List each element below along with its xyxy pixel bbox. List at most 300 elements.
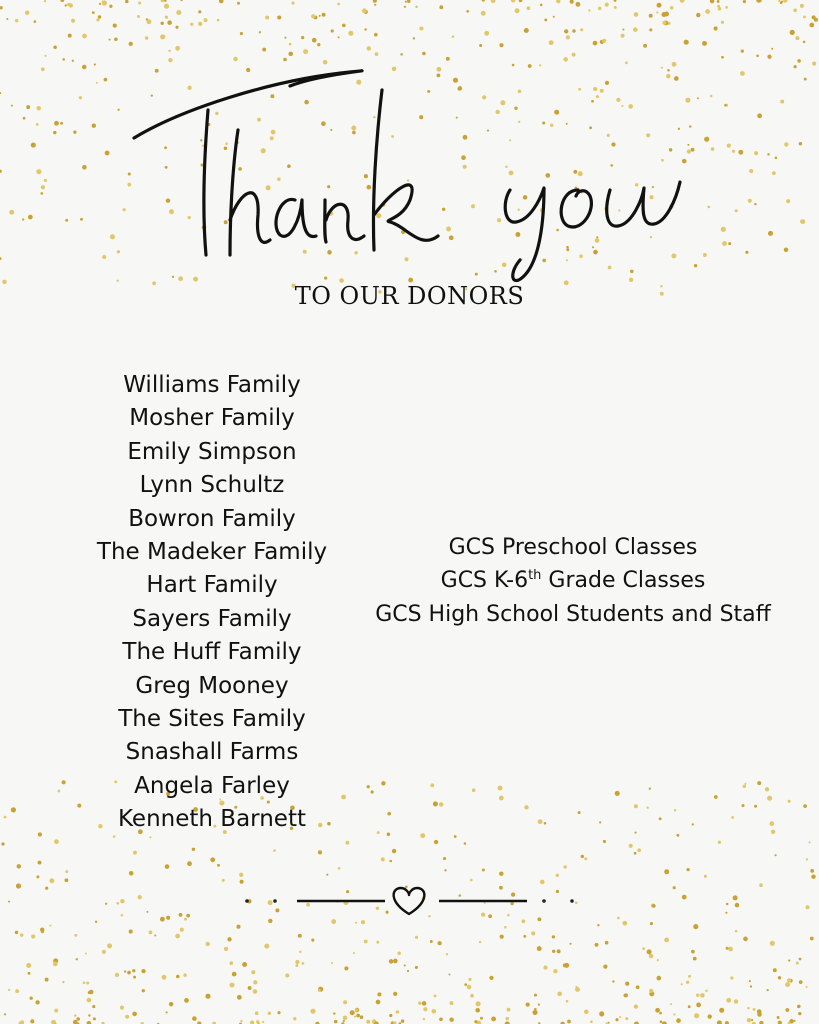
- confetti-dot: [785, 982, 790, 987]
- confetti-dot: [676, 834, 679, 837]
- confetti-dot: [381, 857, 385, 861]
- confetti-dot: [353, 952, 355, 954]
- confetti-dot: [20, 933, 23, 936]
- confetti-dot: [468, 978, 471, 981]
- group-k6: [348, 564, 798, 597]
- list-item: The Sites Family: [118, 706, 306, 733]
- confetti-dot: [11, 807, 16, 812]
- confetti-dot: [480, 1017, 483, 1020]
- confetti-dot: [179, 913, 183, 917]
- confetti-dot: [138, 895, 142, 899]
- confetti-dot: [36, 123, 39, 126]
- confetti-dot: [53, 46, 57, 50]
- confetti-dot: [498, 786, 503, 791]
- confetti-dot: [251, 970, 255, 974]
- confetti-dot: [367, 785, 370, 788]
- confetti-dot: [38, 861, 42, 865]
- confetti-dot: [812, 62, 816, 66]
- confetti-dot: [799, 958, 802, 961]
- confetti-dot: [175, 26, 178, 29]
- confetti-dot: [634, 804, 638, 808]
- confetti-dot: [649, 14, 653, 18]
- confetti-dot: [590, 1020, 593, 1023]
- confetti-dot: [649, 28, 652, 31]
- confetti-dot: [393, 992, 397, 996]
- confetti-dot: [647, 949, 652, 954]
- confetti-dot: [350, 1010, 355, 1015]
- confetti-dot: [404, 6, 406, 8]
- confetti-dot: [767, 989, 769, 991]
- confetti-dot: [301, 36, 304, 39]
- confetti-dot: [681, 983, 683, 985]
- confetti-dot: [141, 969, 145, 973]
- confetti-dot: [803, 41, 806, 44]
- confetti-dot: [688, 975, 691, 978]
- confetti-dot: [809, 841, 811, 843]
- confetti-dot: [564, 29, 568, 33]
- confetti-dot: [160, 22, 163, 25]
- confetti-dot: [741, 50, 744, 53]
- confetti-dot: [563, 963, 567, 967]
- confetti-dot: [705, 989, 708, 992]
- confetti-dot: [634, 852, 637, 855]
- confetti-dot: [34, 20, 37, 23]
- confetti-dot: [0, 170, 2, 173]
- confetti-dot: [430, 783, 434, 787]
- confetti-dot: [338, 36, 340, 38]
- confetti-dot: [285, 973, 289, 977]
- confetti-dot: [289, 43, 292, 46]
- confetti-dot: [31, 934, 35, 938]
- group-highschool: GCS High School Students and Staff: [375, 601, 771, 627]
- confetti-dot: [51, 1020, 56, 1024]
- confetti-dot: [23, 117, 26, 120]
- confetti-dot: [466, 10, 469, 13]
- donor-list: [62, 369, 362, 837]
- confetti-dot: [317, 43, 320, 46]
- group-k6-superscript: th: [528, 568, 542, 584]
- confetti-dot: [464, 983, 467, 986]
- confetti-dot: [71, 19, 75, 23]
- confetti-dot: [747, 1007, 750, 1010]
- confetti-dot: [793, 65, 796, 68]
- confetti-dot: [636, 985, 640, 989]
- confetti-dot: [519, 0, 523, 2]
- confetti-dot: [443, 857, 446, 860]
- confetti-dot: [181, 0, 183, 1]
- confetti-dot: [184, 998, 189, 1003]
- confetti-dot: [45, 978, 49, 982]
- confetti-dot: [531, 931, 535, 935]
- confetti-dot: [726, 947, 729, 950]
- confetti-dot: [756, 54, 759, 57]
- confetti-dot: [68, 34, 72, 38]
- confetti-dot: [686, 981, 689, 984]
- confetti-dot: [721, 56, 724, 59]
- confetti-dot: [768, 231, 773, 236]
- thank-you-script-title: [120, 50, 720, 290]
- confetti-dot: [575, 2, 580, 7]
- school-group-list: [348, 531, 798, 631]
- confetti-dot: [798, 1012, 801, 1015]
- confetti-dot: [556, 0, 560, 3]
- list-item: Lynn Schultz: [139, 472, 285, 499]
- confetti-dot: [167, 20, 172, 25]
- confetti-dot: [121, 914, 124, 917]
- confetti-dot: [36, 169, 41, 174]
- confetti-dot: [467, 985, 472, 990]
- confetti-dot: [797, 59, 801, 63]
- confetti-dot: [489, 976, 493, 980]
- confetti-dot: [464, 842, 467, 845]
- confetti-dot: [448, 973, 450, 975]
- confetti-dot: [17, 864, 21, 868]
- confetti-dot: [584, 1010, 589, 1015]
- confetti-dot: [22, 218, 24, 220]
- confetti-dot: [704, 875, 707, 878]
- confetti-dot: [92, 1005, 95, 1008]
- confetti-dot: [26, 963, 31, 968]
- confetti-dot: [572, 29, 575, 32]
- confetti-dot: [757, 113, 762, 118]
- confetti-dot: [423, 1007, 427, 1011]
- confetti-dot: [183, 973, 187, 977]
- confetti-dot: [333, 1012, 335, 1014]
- confetti-dot: [387, 833, 391, 837]
- confetti-dot: [74, 1014, 77, 1017]
- confetti-dot: [803, 15, 806, 18]
- confetti-dot: [310, 1009, 315, 1014]
- confetti-dot: [726, 903, 728, 905]
- confetti-dot: [643, 44, 647, 48]
- confetti-dot: [109, 39, 111, 41]
- confetti-dot: [83, 981, 86, 984]
- confetti-dot: [65, 219, 68, 222]
- confetti-dot: [0, 92, 1, 94]
- confetti-dot: [125, 1015, 129, 1019]
- confetti-dot: [718, 841, 721, 844]
- confetti-dot: [138, 2, 141, 5]
- confetti-dot: [58, 790, 61, 793]
- confetti-dot: [0, 257, 1, 260]
- confetti-dot: [253, 980, 257, 984]
- confetti-dot: [89, 990, 94, 995]
- confetti-dot: [30, 1019, 34, 1023]
- confetti-dot: [396, 1010, 400, 1014]
- confetti-dot: [481, 11, 486, 16]
- confetti-dot: [264, 944, 269, 949]
- confetti-dot: [415, 5, 418, 8]
- confetti-dot: [686, 868, 689, 871]
- confetti-dot: [54, 839, 59, 844]
- confetti-dot: [799, 980, 803, 984]
- list-item: Kenneth Barnett: [118, 806, 306, 833]
- confetti-dot: [733, 895, 738, 900]
- confetti-dot: [65, 870, 68, 873]
- confetti-dot: [499, 796, 504, 801]
- confetti-dot: [160, 917, 165, 922]
- confetti-dot: [537, 946, 542, 951]
- confetti-dot: [506, 1017, 510, 1021]
- confetti-dot: [198, 22, 202, 26]
- confetti-dot: [780, 100, 784, 104]
- confetti-dot: [45, 887, 48, 890]
- confetti-dot: [107, 943, 112, 948]
- confetti-dot: [538, 819, 543, 824]
- confetti-dot: [120, 899, 124, 903]
- confetti-dot: [129, 42, 133, 46]
- confetti-dot: [74, 934, 77, 937]
- confetti-dot: [237, 995, 242, 1000]
- confetti-dot: [230, 983, 235, 988]
- confetti-dot: [413, 37, 415, 39]
- confetti-dot: [475, 1008, 480, 1013]
- confetti-dot: [53, 962, 58, 967]
- confetti-dot: [625, 982, 629, 986]
- confetti-dot: [105, 151, 110, 156]
- confetti-dot: [806, 858, 808, 860]
- confetti-dot: [642, 947, 645, 950]
- confetti-dot: [693, 957, 697, 961]
- confetti-dot: [389, 1014, 392, 1017]
- confetti-dot: [580, 28, 583, 31]
- confetti-dot: [9, 210, 14, 215]
- confetti-dot: [184, 918, 187, 921]
- confetti-dot: [87, 998, 92, 1003]
- confetti-dot: [780, 1, 783, 4]
- confetti-dot: [738, 150, 743, 155]
- confetti-dot: [124, 970, 126, 972]
- confetti-dot: [696, 13, 700, 17]
- confetti-dot: [553, 16, 555, 18]
- confetti-dot: [76, 958, 78, 960]
- confetti-dot: [248, 986, 252, 990]
- confetti-dot: [773, 968, 777, 972]
- confetti-dot: [439, 802, 443, 806]
- confetti-dot: [578, 811, 581, 814]
- confetti-dot: [348, 31, 353, 36]
- confetti-dot: [113, 24, 117, 28]
- confetti-dot: [28, 972, 31, 975]
- confetti-dot: [102, 255, 106, 259]
- confetti-dot: [302, 962, 305, 965]
- confetti-dot: [389, 860, 392, 863]
- confetti-dot: [741, 804, 744, 807]
- confetti-dot: [759, 883, 763, 887]
- confetti-dot: [204, 18, 208, 22]
- confetti-dot: [470, 994, 474, 998]
- confetti-dot: [649, 954, 653, 958]
- confetti-dot: [343, 1000, 347, 1004]
- confetti-dot: [326, 874, 328, 876]
- confetti-dot: [293, 1017, 296, 1020]
- confetti-dot: [602, 39, 606, 43]
- confetti-dot: [482, 869, 485, 872]
- confetti-dot: [49, 925, 51, 927]
- confetti-dot: [405, 1, 407, 3]
- confetti-dot: [605, 3, 609, 7]
- confetti-dot: [110, 234, 115, 239]
- confetti-dot: [751, 1019, 753, 1021]
- confetti-dot: [133, 851, 137, 855]
- confetti-dot: [242, 962, 247, 967]
- confetti-dot: [603, 964, 607, 968]
- confetti-dot: [511, 0, 516, 3]
- confetti-dot: [717, 1020, 722, 1024]
- confetti-dot: [717, 0, 720, 3]
- confetti-dot: [192, 848, 195, 851]
- confetti-dot: [549, 40, 554, 45]
- confetti-dot: [790, 30, 795, 35]
- confetti-dot: [656, 976, 661, 981]
- confetti-dot: [691, 950, 695, 954]
- confetti-dot: [356, 1014, 360, 1018]
- confetti-dot: [731, 816, 734, 819]
- confetti-dot: [745, 251, 748, 254]
- confetti-dot: [721, 227, 726, 232]
- confetti-dot: [597, 924, 599, 926]
- confetti-dot: [345, 841, 349, 845]
- list-item: Angela Farley: [134, 772, 290, 799]
- confetti-dot: [784, 142, 788, 146]
- confetti-dot: [41, 67, 45, 71]
- confetti-dot: [735, 930, 738, 933]
- confetti-dot: [753, 1008, 756, 1011]
- confetti-dot: [312, 38, 317, 43]
- confetti-dot: [237, 2, 240, 5]
- confetti-dot: [4, 816, 7, 819]
- list-item: Williams Family: [123, 372, 301, 398]
- confetti-dot: [342, 24, 346, 28]
- confetti-dot: [595, 943, 599, 947]
- confetti-dot: [633, 27, 638, 32]
- confetti-dot: [785, 1008, 789, 1012]
- confetti-dot: [82, 65, 86, 69]
- confetti-dot: [806, 986, 808, 988]
- confetti-dot: [603, 840, 606, 843]
- confetti-dot: [180, 928, 184, 932]
- confetti-dot: [670, 6, 674, 10]
- confetti-dot: [219, 0, 224, 3]
- confetti-dot: [700, 993, 705, 998]
- confetti-dot: [227, 937, 231, 941]
- confetti-dot: [811, 875, 815, 879]
- confetti-dot: [387, 812, 391, 816]
- confetti-dot: [54, 121, 59, 126]
- confetti-dot: [694, 1013, 699, 1018]
- confetti-dot: [198, 10, 201, 13]
- confetti-dot: [161, 0, 165, 2]
- confetti-dot: [1, 842, 4, 845]
- confetti-dot: [588, 9, 590, 11]
- confetti-dot: [708, 1014, 712, 1018]
- confetti-dot: [649, 989, 653, 993]
- confetti-dot: [133, 976, 136, 979]
- list-item: Snashall Farms: [125, 739, 299, 766]
- confetti-dot: [696, 1003, 701, 1008]
- confetti-dot: [4, 1013, 6, 1015]
- confetti-dot: [599, 1011, 604, 1016]
- confetti-dot: [31, 143, 36, 148]
- confetti-dot: [771, 830, 775, 834]
- confetti-dot: [735, 209, 738, 212]
- confetti-dot: [176, 10, 181, 15]
- confetti-dot: [670, 1003, 672, 1005]
- confetti-dot: [318, 989, 321, 992]
- confetti-dot: [526, 1003, 530, 1007]
- confetti-dot: [553, 969, 557, 973]
- confetti-dot: [656, 11, 658, 13]
- confetti-dot: [749, 169, 753, 173]
- confetti-dot: [796, 962, 799, 965]
- confetti-dot: [800, 4, 804, 8]
- confetti-dot: [621, 34, 625, 38]
- confetti-dot: [85, 952, 87, 954]
- confetti-dot: [692, 823, 694, 825]
- confetti-dot: [450, 1001, 454, 1005]
- confetti-dot: [786, 199, 790, 203]
- confetti-dot: [362, 8, 367, 13]
- confetti-dot: [661, 12, 666, 17]
- confetti-dot: [674, 809, 676, 811]
- confetti-dot: [491, 0, 496, 3]
- confetti-dot: [676, 1018, 681, 1023]
- confetti-dot: [132, 1012, 137, 1017]
- confetti-dot: [15, 931, 19, 935]
- confetti-dot: [377, 992, 381, 996]
- confetti-dot: [527, 6, 531, 10]
- confetti-dot: [73, 131, 76, 134]
- confetti-dot: [166, 916, 170, 920]
- confetti-dot: [659, 817, 662, 820]
- confetti-dot: [67, 3, 70, 6]
- confetti-dot: [598, 7, 602, 11]
- confetti-dot: [702, 41, 707, 46]
- confetti-dot: [482, 0, 485, 2]
- confetti-dot: [92, 124, 96, 128]
- confetti-dot: [337, 3, 340, 6]
- confetti-dot: [799, 142, 802, 145]
- confetti-dot: [787, 978, 791, 982]
- confetti-dot: [96, 82, 98, 84]
- confetti-dot: [73, 1020, 78, 1024]
- confetti-dot: [142, 989, 145, 992]
- confetti-dot: [544, 18, 547, 21]
- confetti-dot: [129, 871, 134, 876]
- confetti-dot: [299, 951, 301, 953]
- confetti-dot: [810, 869, 814, 873]
- confetti-dot: [44, 0, 46, 2]
- confetti-dot: [420, 833, 425, 838]
- confetti-dot: [783, 0, 787, 3]
- list-item: Hart Family: [146, 572, 278, 599]
- confetti-dot: [556, 874, 559, 877]
- confetti-dot: [569, 943, 571, 945]
- confetti-dot: [145, 36, 149, 40]
- confetti-dot: [646, 806, 648, 808]
- confetti-dot: [452, 35, 455, 38]
- confetti-dot: [295, 960, 299, 964]
- confetti-dot: [8, 901, 10, 903]
- group-k6-prefix: GCS K-6: [440, 568, 529, 594]
- confetti-dot: [696, 993, 699, 996]
- confetti-dot: [169, 1002, 174, 1007]
- confetti-dot: [769, 821, 774, 826]
- confetti-dot: [619, 1016, 621, 1018]
- confetti-dot: [291, 2, 294, 5]
- confetti-dot: [44, 55, 46, 57]
- confetti-dot: [210, 857, 215, 862]
